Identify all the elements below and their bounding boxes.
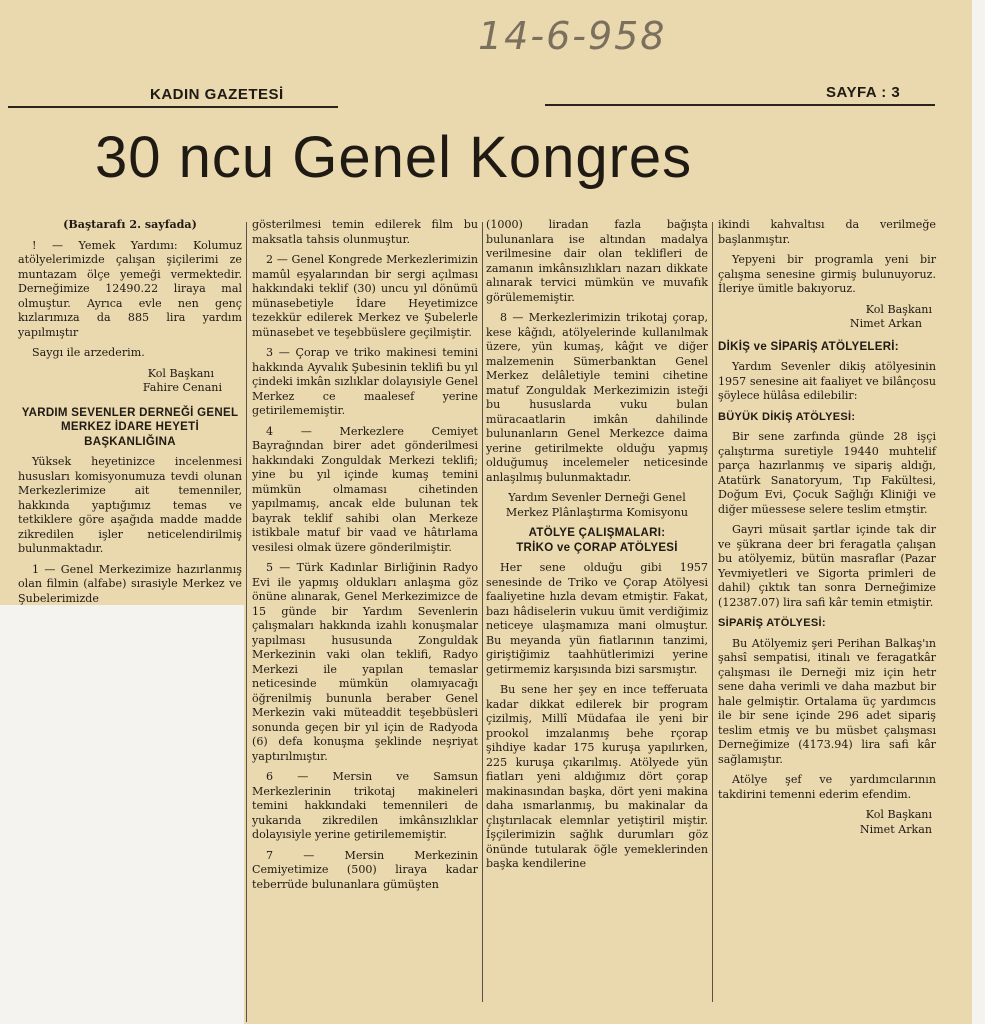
- header-rule-right: [545, 104, 935, 106]
- section-heading: ATÖLYE ÇALIŞMALARI:: [528, 527, 666, 539]
- paragraph: 3 — Çorap ve triko makinesi temini hakkında Ayvalık Şubesinin teklifi bu yıl çindeki imkân sızlıklar dolayısiyle Genel Merkez ce maalesef yerine getirilememiştir.: [252, 346, 478, 417]
- paragraph: 1 — Genel Merkezimize hazırlanmış olan filmin (alfabe) sırasiyle Merkez ve Şubelerimizde: [18, 562, 242, 605]
- paragraph: 7 — Mersin Merkezinin Cemiyetimize (500) liraya kadar teberrüde bulunanlara gümüşten: [252, 848, 478, 891]
- paragraph: Yüksek heyetinizce incelenmesi hususları komisyonumuza tevdi olunan Merkezlerimize ait temenniler, hakkında yaptığımız temas ve tetkiklere göre aşağıda madde madde zikredilen işler neticelendirilmiş bulunmaktadır.: [18, 455, 242, 555]
- signature-name: Nimet Arkan: [849, 317, 922, 330]
- signature-name: Fahire Cenani: [142, 381, 222, 394]
- paragraph: Bu Atölyemiz şeri Perihan Balkaş'ın şahsî sempatisi, itinalı ve feragatkâr çalışması ile Derneği miz için hetr sene daha verimli ve daha mazbut bir hale gelmiştir. Ortalama üç yardımcıs ile bir sene içinde 296 adet sipariş teslim etmiş ve bu müsbet çalışması Derneğimize (4173.94) lira safi kâr sağlamıştır.: [718, 636, 936, 766]
- column-2: [252, 218, 478, 898]
- paragraph: 8 — Merkezlerimizin trikotaj çorap, kese kâğıdı, atölyelerinde kullanılmak üzere, yün kumaş, kâğıt ve diğer malzemenin Sümerbanktan Genel Merkez delâletiyle temini cihetine matuf Zonguldak Merkezimizin isteği bu hususlarda vuku bulan müracaatlarin imkân dahilinde bulunanların Genel Merkezce daima yerine getirilmekte olduğu yapmış olduğumuş incelemeler neticesinde anlaşılmış bulunmaktadır.: [486, 311, 708, 484]
- column-3: [486, 218, 708, 878]
- paragraph: gösterilmesi temin edilerek film bu maksatla tahsis olunmuştur.: [252, 218, 478, 246]
- column-1: [18, 218, 242, 612]
- subsection-heading: SİPARİŞ ATÖLYESİ:: [718, 617, 826, 629]
- section-heading: YARDIM SEVENLER DERNEĞİ GENEL MERKEZ İDARE HEYETİ BAŞKANLIĞINA: [21, 406, 239, 448]
- section-subheading: TRİKO ve ÇORAP ATÖLYESİ: [516, 541, 678, 554]
- signature-title: Kol Başkanı: [865, 302, 932, 316]
- paragraph: 5 — Türk Kadınlar Birliğinin Radyo Evi ile yapmış oldukları anlaşma göz önüne alınarak, Genel Merkezimizce de 15 günde bir Yardım Sevenlerin çalışmaları hakkında izahlı konuşmalar yapılması hususunda Zonguldak Merkezinin vaki olan teklifi, Radyo Merkezi ile yapılan temaslar neticesinde mümkün olamıyacağı öğrenilmiş bununla beraber Genel Merkezin vaki müteaddit teşebbüsleri sonunda geçen bir yıl için de Radyoda (6) defa konuşma şeklinde neşriyat yaptırılmıştır.: [252, 561, 478, 763]
- paragraph: ikindi kahvaltısı da verilmeğe başlanmıştır.: [718, 218, 936, 246]
- signature-title: Kol Başkanı: [865, 808, 932, 821]
- paragraph: Her sene olduğu gibi 1957 senesinde de Triko ve Çorap Atölyesi faaliyetine hızla devam etmiştir. Fakat, bazı hâdiselerin vukuu ümit verdiğimiz neticeye ulaşmamıza mani olmuştur. Bu meyanda yün fiatlarının tanzimi, giriştiğimiz taahhütlerimizi yerine getirmemiz karşısında bizi sarsmıştır.: [486, 561, 708, 676]
- signature-title: Kol Başkanı: [147, 366, 214, 380]
- headline: 30 ncu Genel Kongres: [95, 125, 693, 190]
- paragraph: 2 — Genel Kongrede Merkezlerimizin mamûl eşyalarından bir sergi açılması hakkındaki teklif (30) uncu yıl dönümü münasebetiyle İdare Heyetimizce tezekkür edilerek Merkez ve Şubelerle münasebet ve teşebbüslere geçilmiştir.: [252, 253, 478, 339]
- column-divider: [482, 222, 483, 1002]
- paragraph: Bu sene her şey en ince tefferuata kadar dikkat edilerek bir program çizilmiş, Millî Müdafaa ile yeni bir prookol imzalanmış behe rçorap şihdiye kadar 175 kuruşa yapılırken, 225 kuruşa çıkarılmış. Atölyede yün fiatları yeni aldığımız dört çorap makinasından başka, dört yeni makina daha ısmarlanmış, bu makinalar da çlıştırılacak elemnlar yetiştiril miştir. İşçilerimizin sağlık durumları göz önünde tutularak öğle yemeklerinden başka kendilerine: [486, 683, 708, 870]
- column-divider: [246, 222, 247, 1022]
- column-divider: [712, 222, 713, 1002]
- paragraph: Yardım Sevenler dikiş atölyesinin 1957 senesine ait faaliyet ve bilânçosu şöylece hülâsa edilebilir:: [718, 360, 936, 402]
- page-number: SAYFA : 3: [826, 84, 901, 101]
- subsection-heading: BÜYÜK DİKİŞ ATÖLYESİ:: [718, 410, 856, 423]
- paragraph: ! — Yemek Yardımı: Kolumuz atölyelerimizde çalışan şiçilerimi ze muntazam ölçe yemeği vermektedir. Derneğimize 12490.22 liraya mal olmuştur. Ayrıca evle nen genç kızlarımıza da 885 lira yardım yapılmıştır: [18, 238, 242, 339]
- section-heading: DİKİŞ ve SİPARİŞ ATÖLYELERİ:: [718, 340, 899, 353]
- continued-note: (Baştarafı 2. sayfada): [63, 218, 197, 231]
- handwritten-date: 14-6-958: [478, 14, 667, 58]
- column-4: [718, 218, 936, 837]
- paragraph: (1000) liradan fazla bağışta bulunanlara ise altından madalya verilmesine dair olan teklifleri de zamanın imkânsızlıkları nazarı dikkate alınarak tervici mümkün ve muvafık görülememiştir.: [486, 218, 708, 304]
- paragraph: 4 — Merkezlere Cemiyet Bayrağından birer adet gönderilmesi hakkındaki Zonguldak Merkezi teklifi; yine bu yıl içinde kumaş temini mümkün olmaması cihetinden yapılmamış, ancak elde bulunan tek bayrak teklif sahibi olan Merkeze istikbale matuf bir vaad ve hâtırlama vesilesi olmak üzere gönderilmiştir.: [252, 424, 478, 554]
- signature-name: Nimet Arkan: [859, 822, 932, 836]
- signature-committee: Yardım Sevenler Derneği Genel Merkez Plânlaştırma Komisyonu: [505, 491, 689, 519]
- publication-name: KADIN GAZETESİ: [150, 86, 284, 103]
- paragraph: Saygı ile arzederim.: [32, 346, 145, 359]
- paragraph: Gayri müsait şartlar içinde tak dir ve şükrana deer bri feragatla çalışan bu atölyemiz, bütün masraflar (Pazar Yevmiyetleri ve Sigorta primleri de dahil) çıktık tan sonra Derneğimize (12387.07) lira safi kâr temin etmiştir.: [718, 523, 936, 609]
- paragraph: 6 — Mersin ve Samsun Merkezlerinin trikotaj makineleri temini hakkındaki temennileri de yukarıda zikredilen imkânsızlıklar dolayısiyle yerine getirilememiştir.: [252, 770, 478, 841]
- paragraph: Bir sene zarfında günde 28 işçi çalıştırma suretiyle 19440 muhtelif parça hazırlanmış ve sipariş aldığı, Atatürk Sanatoryum, Tıp Fakültesi, Doğum Evi, Çocuk Sağlığı Kliniği ve diğer müessese selere teslim etmştir.: [718, 430, 936, 516]
- paragraph: Yepyeni bir programla yeni bir çalışma senesine girmiş bulunuyoruz. İleriye ümitle bakıyoruz.: [718, 253, 936, 295]
- header-rule-left: [8, 106, 338, 108]
- paragraph: Atölye şef ve yardımcılarının takdirini temenni ederim efendim.: [718, 773, 936, 801]
